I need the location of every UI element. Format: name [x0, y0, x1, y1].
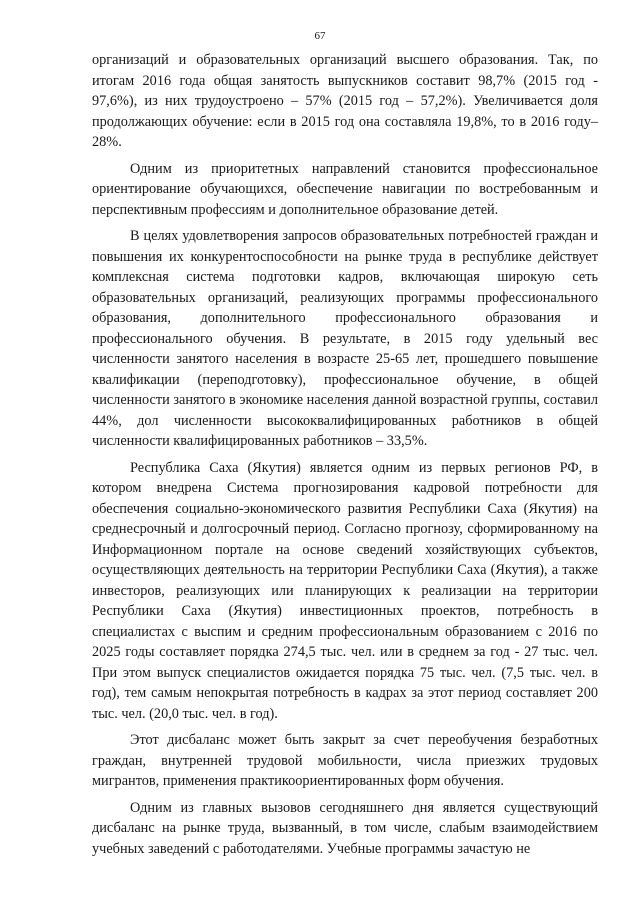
body-text	[92, 50, 598, 865]
paragraph-challenges: Одним из главных вызовов сегодняшнего дня является существующий дисбаланс на рынке труда, вызванный, в том числе, слабым взаимодействием учебных заведений с работодателями. Учебные программы зачастую не	[92, 799, 598, 857]
paragraph-training-system: В целях удовлетворения запросов образовательных потребностей граждан и повышения их конкурентоспособности на рынке труда в республике действует комплексная система подготовки кадров, включающая широкую сеть образовательных организаций, реализующих программы профессионального образования, дополнительного профессионального образования и профессионального обучения. В результате, в 2015 году удельный вес численности занятого населения в возрасте 25-65 лет, прошедшего повышение квалификации (переподготовку), профессиональное обучение, в общей численности занятого в экономике населения данной возрастной группы, составил 44%, дол численности высококвалифицированных работников в общей численности квалифицированных работников – 33,5%.	[92, 228, 598, 449]
page-number: 67	[314, 30, 326, 42]
paragraph-employment: организаций и образовательных организаций высшего образования. Так, по итогам 2016 года общая занятость выпускников составит 98,7% (2015 год - 97,6%), из них трудоустроено – 57% (2015 год – 57,2%). Увеличивается доля продолжающих обучение: если в 2015 год она составляла 19,8%, то в 2016 году– 28%.	[92, 52, 598, 150]
paragraph-forecasting: Республика Саха (Якутия) является одним из первых регионов РФ, в котором внедрена Система прогнозирования кадровой потребности для обеспечения социально-экономического развития Республики Саха (Якутия) на среднесрочный и долгосрочный период. Согласно прогнозу, сформированному на Информационном портале на основе сведений хозяйствующих субъектов, осуществляющих деятельность на территории Республики Саха (Якутия), а также инвесторов, реализующих или планирующих к реализации на территории Республики Саха (Якутия) инвестиционных проектов, потребность в специалистах с выспим и средним профессиональным образованием с 2016 по 2025 годы составляет порядка 274,5 тыс. чел. или в среднем за год - 27 тыс. чел. При этом выпуск специалистов ожидается порядка 75 тыс. чел. (7,5 тыс. чел. в год), тем самым непокрытая потребность в кадрах за этот период составляет 200 тыс. чел. (20,0 тыс. чел. в год).	[92, 459, 598, 722]
paragraph-imbalance: Этот дисбаланс может быть закрыт за счет переобучения безработных граждан, внутренней трудовой мобильности, числа приезжих трудовых мигрантов, применения практикоориентированных форм обучения.	[92, 732, 598, 789]
paragraph-career-guidance: Одним из приоритетных направлений становится профессиональное ориентирование обучающихся, обеспечение навигации по востребованным и перспективным профессиям и дополнительное образование детей.	[92, 160, 598, 218]
